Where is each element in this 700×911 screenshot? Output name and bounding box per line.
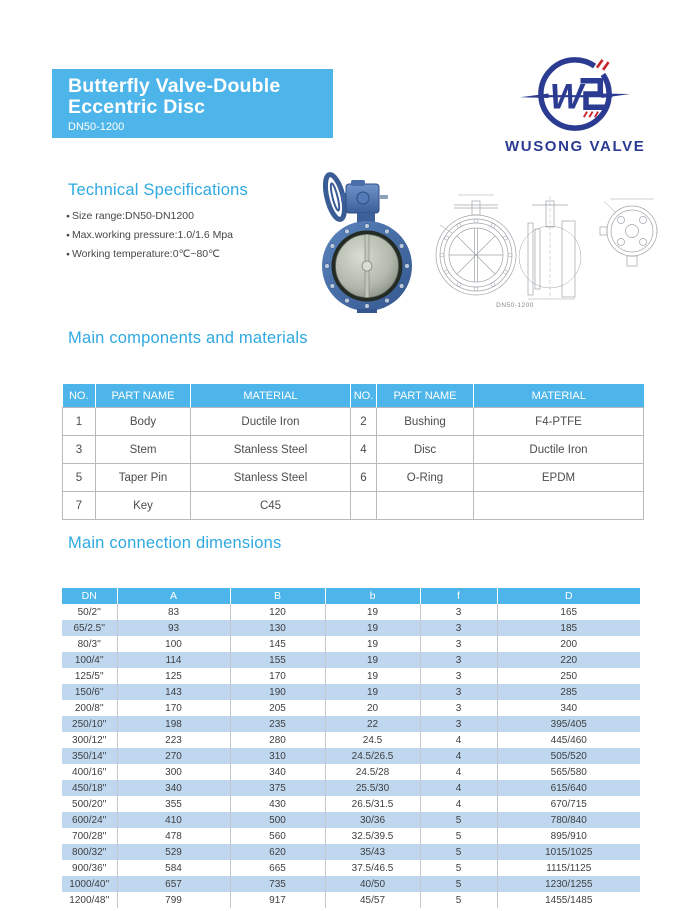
table-cell: 5 — [63, 464, 96, 492]
table-cell: 185 — [497, 620, 640, 636]
table-cell: 350/14'' — [62, 748, 117, 764]
table-cell: Key — [96, 492, 191, 520]
column-header: NO. — [63, 384, 96, 408]
table-row — [62, 668, 640, 684]
table-cell: 600/24'' — [62, 812, 117, 828]
table-cell: 900/36'' — [62, 860, 117, 876]
column-header: PART NAME — [96, 384, 191, 408]
table-row — [62, 700, 640, 716]
table-cell: F4-PTFE — [474, 408, 644, 436]
dimensions-header-row — [62, 588, 640, 604]
table-cell: 529 — [117, 844, 230, 860]
table-cell: 1000/40'' — [62, 876, 117, 892]
spec-list — [66, 207, 233, 264]
table-cell: 665 — [230, 860, 325, 876]
table-cell: 395/405 — [497, 716, 640, 732]
table-cell: 3 — [420, 668, 497, 684]
table-cell: 19 — [325, 620, 420, 636]
table-row — [63, 492, 644, 520]
table-cell: 7 — [63, 492, 96, 520]
table-cell: 500/20'' — [62, 796, 117, 812]
table-row — [62, 860, 640, 876]
table-cell: 205 — [230, 700, 325, 716]
table-cell: 130 — [230, 620, 325, 636]
table-cell: 400/16'' — [62, 764, 117, 780]
table-cell: 5 — [420, 892, 497, 908]
table-cell: 410 — [117, 812, 230, 828]
table-cell: 1200/48'' — [62, 892, 117, 908]
table-cell: 19 — [325, 652, 420, 668]
logo-monogram-w: W — [549, 77, 583, 117]
table-cell: 3 — [420, 604, 497, 620]
column-header: MATERIAL — [191, 384, 351, 408]
table-cell: 4 — [351, 436, 377, 464]
table-cell: 340 — [497, 700, 640, 716]
table-row — [62, 620, 640, 636]
table-cell: 1230/1255 — [497, 876, 640, 892]
table-row — [63, 464, 644, 492]
column-header: MATERIAL — [474, 384, 644, 408]
table-cell: 3 — [420, 652, 497, 668]
table-cell: 143 — [117, 684, 230, 700]
table-cell: 584 — [117, 860, 230, 876]
table-cell: Ductile Iron — [191, 408, 351, 436]
drawing-side-view — [519, 196, 581, 299]
table-cell: 340 — [117, 780, 230, 796]
table-cell: 220 — [497, 652, 640, 668]
table-cell: 615/640 — [497, 780, 640, 796]
table-cell: 80/3'' — [62, 636, 117, 652]
table-cell: 223 — [117, 732, 230, 748]
table-cell: 30/36 — [325, 812, 420, 828]
table-cell: 25.5/30 — [325, 780, 420, 796]
table-cell: 3 — [420, 620, 497, 636]
table-cell: 45/57 — [325, 892, 420, 908]
table-row — [62, 844, 640, 860]
company-name: WUSONG VALVE — [505, 138, 646, 155]
table-cell: 24.5 — [325, 732, 420, 748]
table-cell: 19 — [325, 684, 420, 700]
table-row — [62, 684, 640, 700]
drawing-caption: DN50-1200 — [496, 302, 534, 309]
table-cell: 3 — [63, 436, 96, 464]
table-cell: 310 — [230, 748, 325, 764]
column-header: f — [420, 588, 497, 604]
table-cell: 100/4'' — [62, 652, 117, 668]
table-cell: 700/28'' — [62, 828, 117, 844]
table-cell: 5 — [420, 844, 497, 860]
table-cell: 145 — [230, 636, 325, 652]
table-cell: 800/32'' — [62, 844, 117, 860]
table-cell: 200 — [497, 636, 640, 652]
table-cell: 32.5/39.5 — [325, 828, 420, 844]
table-row — [63, 436, 644, 464]
table-cell: 5 — [420, 828, 497, 844]
table-cell: O-Ring — [377, 464, 474, 492]
table-cell: 19 — [325, 668, 420, 684]
table-cell: 735 — [230, 876, 325, 892]
table-cell: 19 — [325, 604, 420, 620]
table-cell: Stanless Steel — [191, 464, 351, 492]
table-cell: Bushing — [377, 408, 474, 436]
table-row — [62, 764, 640, 780]
table-cell: 235 — [230, 716, 325, 732]
table-cell: 4 — [420, 748, 497, 764]
table-row — [62, 828, 640, 844]
column-header: PART NAME — [377, 384, 474, 408]
table-cell: 500 — [230, 812, 325, 828]
components-header-row — [63, 384, 644, 408]
table-row — [63, 408, 644, 436]
table-cell: 40/50 — [325, 876, 420, 892]
table-cell: 300 — [117, 764, 230, 780]
table-cell: 37.5/46.5 — [325, 860, 420, 876]
table-cell: Disc — [377, 436, 474, 464]
table-cell: 917 — [230, 892, 325, 908]
table-cell: 200/8'' — [62, 700, 117, 716]
table-row — [62, 780, 640, 796]
table-cell: 3 — [420, 684, 497, 700]
dimensions-table — [62, 588, 640, 908]
table-cell: 114 — [117, 652, 230, 668]
table-row — [62, 876, 640, 892]
table-cell: 300/12'' — [62, 732, 117, 748]
company-logo — [505, 52, 645, 155]
table-cell: 505/520 — [497, 748, 640, 764]
table-cell: Stem — [96, 436, 191, 464]
column-header: NO. — [351, 384, 377, 408]
logo-mark-icon — [520, 52, 630, 136]
table-cell: 1455/1485 — [497, 892, 640, 908]
spec-item: ● Working temperature:0℃~80℃ — [66, 245, 233, 264]
column-header: b — [325, 588, 420, 604]
table-cell: Ductile Iron — [474, 436, 644, 464]
section-heading-components: Main components and materials — [68, 329, 308, 347]
table-cell: 190 — [230, 684, 325, 700]
table-cell: 5 — [420, 812, 497, 828]
table-cell: 5 — [420, 876, 497, 892]
table-cell: Body — [96, 408, 191, 436]
section-heading-specs: Technical Specifications — [68, 181, 248, 199]
table-cell: 4 — [420, 764, 497, 780]
table-cell: 670/715 — [497, 796, 640, 812]
product-title-line1: Butterfly Valve-Double — [68, 75, 281, 97]
product-title-line2: Eccentric Disc — [68, 96, 206, 118]
section-heading-dimensions: Main connection dimensions — [68, 534, 282, 552]
table-cell: 3 — [420, 716, 497, 732]
table-cell: 6 — [351, 464, 377, 492]
table-row — [62, 716, 640, 732]
table-row — [62, 636, 640, 652]
table-cell: 478 — [117, 828, 230, 844]
table-cell: 83 — [117, 604, 230, 620]
table-cell: 198 — [117, 716, 230, 732]
drawing-flange-view — [600, 199, 658, 266]
table-cell: 65/2.5'' — [62, 620, 117, 636]
table-cell: Stanless Steel — [191, 436, 351, 464]
table-row — [62, 812, 640, 828]
table-cell: 5 — [420, 860, 497, 876]
table-cell: 35/43 — [325, 844, 420, 860]
drawing-front-view — [436, 195, 516, 295]
table-cell: 1015/1025 — [497, 844, 640, 860]
column-header: A — [117, 588, 230, 604]
table-cell: 620 — [230, 844, 325, 860]
table-cell: 3 — [420, 700, 497, 716]
components-table — [62, 384, 644, 520]
table-cell — [474, 492, 644, 520]
table-cell: 20 — [325, 700, 420, 716]
table-cell: 560 — [230, 828, 325, 844]
table-cell: 50/2'' — [62, 604, 117, 620]
column-header: B — [230, 588, 325, 604]
spec-item: ● Size range:DN50-DN1200 — [66, 207, 233, 226]
table-cell: 3 — [420, 636, 497, 652]
table-cell: 2 — [351, 408, 377, 436]
table-row — [62, 796, 640, 812]
table-cell: 250 — [497, 668, 640, 684]
table-cell: 375 — [230, 780, 325, 796]
table-cell: 270 — [117, 748, 230, 764]
table-cell: 565/580 — [497, 764, 640, 780]
table-cell: 4 — [420, 732, 497, 748]
column-header: D — [497, 588, 640, 604]
table-cell: 125 — [117, 668, 230, 684]
table-cell: 285 — [497, 684, 640, 700]
table-cell: 155 — [230, 652, 325, 668]
column-header: DN — [62, 588, 117, 604]
table-cell: 24.5/26.5 — [325, 748, 420, 764]
table-cell: 4 — [420, 780, 497, 796]
table-cell: 4 — [420, 796, 497, 812]
table-cell: 1 — [63, 408, 96, 436]
table-cell: 170 — [117, 700, 230, 716]
table-cell: C45 — [191, 492, 351, 520]
table-cell: 120 — [230, 604, 325, 620]
product-size-range: DN50-1200 — [68, 121, 125, 133]
table-row — [62, 652, 640, 668]
table-cell: 280 — [230, 732, 325, 748]
table-cell: 450/18'' — [62, 780, 117, 796]
table-cell: 430 — [230, 796, 325, 812]
table-cell: 895/910 — [497, 828, 640, 844]
table-row — [62, 748, 640, 764]
table-cell — [377, 492, 474, 520]
table-cell: 19 — [325, 636, 420, 652]
spec-item: ● Max.working pressure:1.0/1.6 Mpa — [66, 226, 233, 245]
table-cell: 150/6'' — [62, 684, 117, 700]
table-cell: 125/5'' — [62, 668, 117, 684]
valve-photo — [283, 171, 418, 313]
table-cell — [351, 492, 377, 520]
table-cell: 780/840 — [497, 812, 640, 828]
title-block — [52, 69, 333, 138]
technical-drawings — [428, 191, 658, 303]
table-cell: 250/10'' — [62, 716, 117, 732]
table-cell: 24.5/28 — [325, 764, 420, 780]
table-cell: 165 — [497, 604, 640, 620]
table-cell: 26.5/31.5 — [325, 796, 420, 812]
table-cell: Taper Pin — [96, 464, 191, 492]
table-cell: 355 — [117, 796, 230, 812]
table-cell: 1115/1125 — [497, 860, 640, 876]
table-cell: 799 — [117, 892, 230, 908]
table-row — [62, 604, 640, 620]
table-cell: EPDM — [474, 464, 644, 492]
table-cell: 340 — [230, 764, 325, 780]
table-cell: 445/460 — [497, 732, 640, 748]
table-row — [62, 892, 640, 908]
table-cell: 22 — [325, 716, 420, 732]
table-row — [62, 732, 640, 748]
table-cell: 657 — [117, 876, 230, 892]
table-cell: 100 — [117, 636, 230, 652]
table-cell: 170 — [230, 668, 325, 684]
table-cell: 93 — [117, 620, 230, 636]
